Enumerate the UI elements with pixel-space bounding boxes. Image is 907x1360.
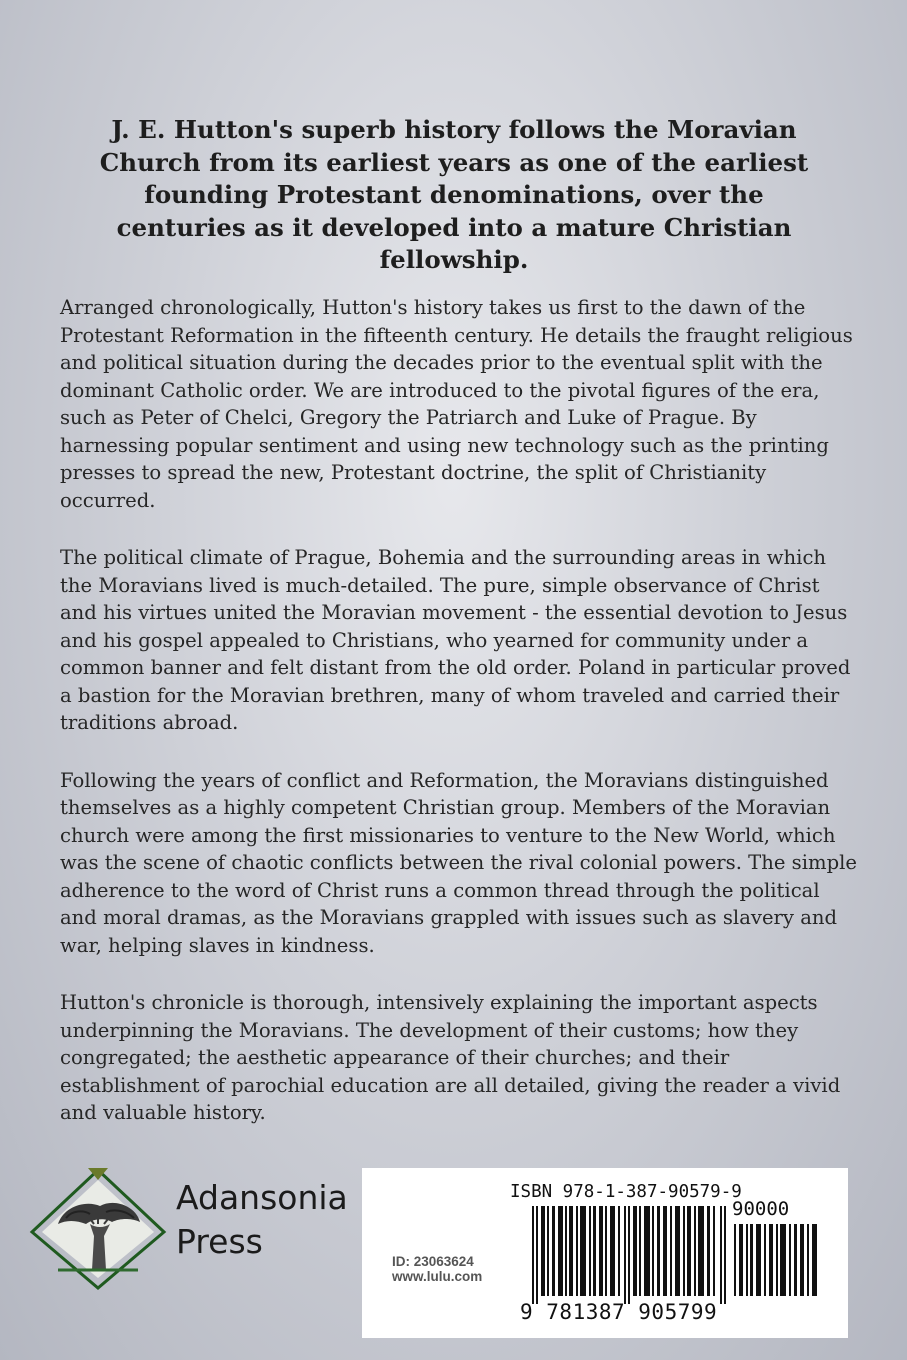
lulu-url: www.lulu.com (392, 1269, 483, 1284)
barcode-panel (362, 1168, 848, 1338)
paragraph-1: Arranged chronologically, Hutton's history takes us first to the dawn of the Protestant Reformation in the fifteenth century. He details the fraught religious and political situation during the decades prior to the eventual split with the dominant Catholic order. We are introduced to the pivotal figures of the era, such as Peter of Chelci, Gregory the Patriarch and Luke of Prague. By harnessing popular sentiment and using new technology such as the printing presses to spread the new, Protestant doctrine, the split of Christianity occurred. (60, 296, 853, 512)
paragraph-3: Following the years of conflict and Reformation, the Moravians distinguished themselves as a highly competent Christian group. Members of the Moravian church were among the first missionaries to venture to the New World, which was the scene of chaotic conflicts between the rival colonial powers. The simple adherence to the word of Christ runs a common thread through the political and moral dramas, as the Moravians grappled with issues such as slavery and war, helping slaves in kindness. (60, 768, 857, 957)
lulu-id-block (392, 1254, 482, 1284)
publisher-name (176, 1176, 348, 1264)
price-code: 90000 (732, 1198, 790, 1220)
publisher-line-2: Press (176, 1222, 263, 1261)
ean-barcode (532, 1206, 728, 1304)
back-cover-blurb: J. E. Hutton's superb history follows the Moravian Church from its earliest years as one of the earliest founding Protestant denominations, over the centuries as it developed into a mature Christian fellowship. (99, 115, 809, 274)
lulu-id: ID: 23063624 (392, 1254, 474, 1269)
publisher-line-1: Adansonia (176, 1178, 348, 1217)
isbn-label: ISBN 978-1-387-90579-9 (510, 1182, 742, 1202)
paragraph-2: The political climate of Prague, Bohemia and the surrounding areas in which the Moravians lived is much-detailed. The pure, simple observance of Christ and his virtues united the Moravian movement - the essential devotion to Jesus and his gospel appealed to Christians, who yearned for community under a common banner and felt distant from the old order. Poland in particular proved a bastion for the Moravian brethren, many of whom traveled and carried their traditions abroad. (60, 546, 851, 734)
baobab-tree-icon (28, 1166, 168, 1290)
description-body (60, 294, 860, 1157)
barcode-digits: 9 781387 905799 (520, 1300, 718, 1324)
paragraph-4: Hutton's chronicle is thorough, intensively explaining the important aspects underpinning the Moravians. The development of their customs; how they congregated; the aesthetic appearance of their churches; and their establishment of parochial education are all detailed, giving the reader a vivid and valuable history. (60, 991, 841, 1124)
addon-barcode (734, 1224, 820, 1296)
